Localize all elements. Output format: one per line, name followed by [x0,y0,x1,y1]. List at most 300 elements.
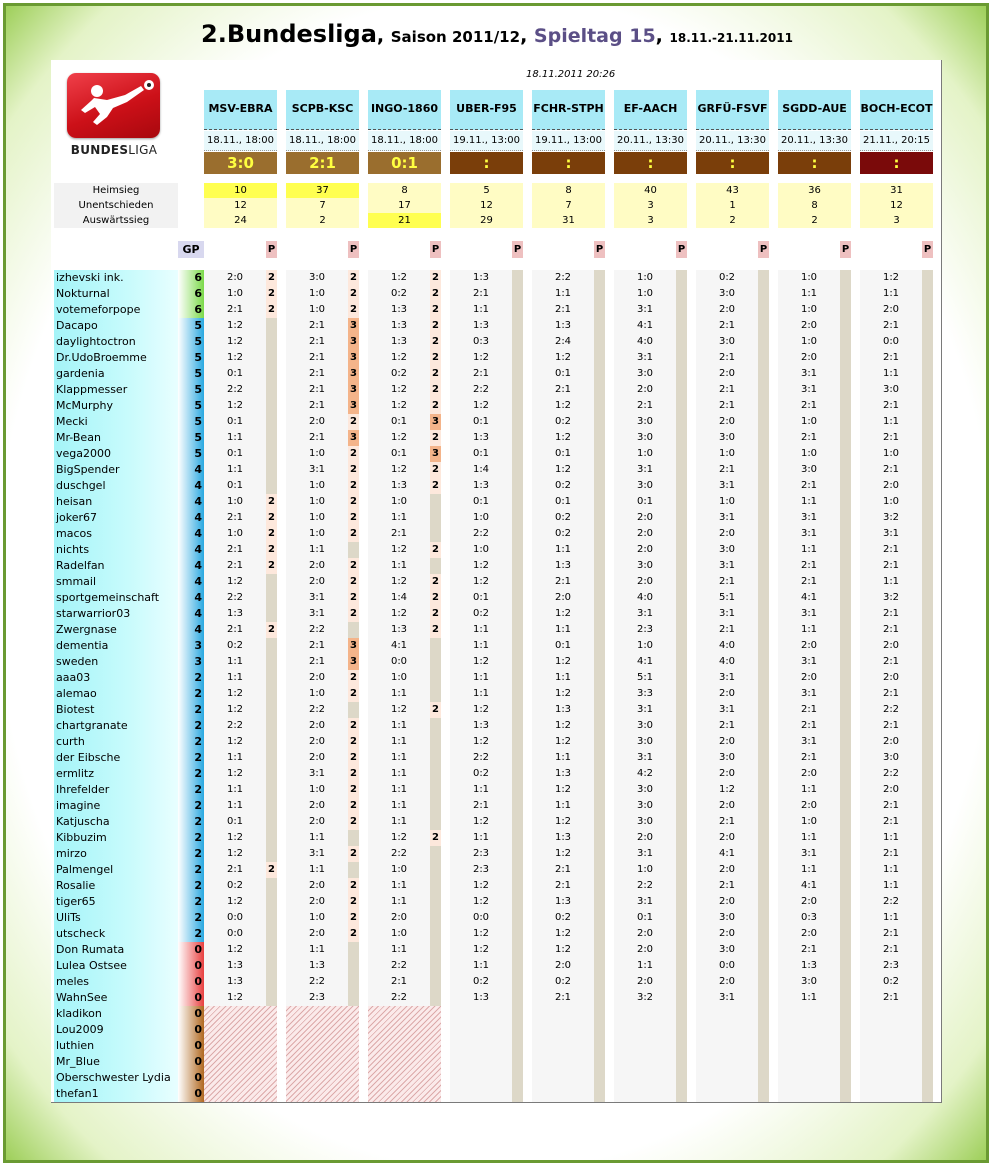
player-tip-points [348,1086,359,1102]
player-tip-points [594,894,605,910]
player-tip: 3:1 [718,480,736,491]
player-tip: 2:1 [308,352,326,363]
player-tip: 1:0 [800,416,818,427]
player-tip-points [922,494,933,510]
player-tip-points [348,1038,359,1054]
gp-header: GP [178,241,204,258]
player-tip-points [758,478,769,494]
player-tip-points: 2 [348,590,359,606]
player-tip-points [430,766,441,782]
match-date: 21.11., 20:15 [860,131,933,151]
player-tip: 1:0 [472,544,490,555]
player-tip: 1:2 [390,704,408,715]
player-tip: 2:1 [882,400,900,411]
player-tip: 1:0 [390,928,408,939]
player-tip-points [430,846,441,862]
player-tip: 4:1 [390,640,408,651]
player-tip-points [266,702,277,718]
player-tip: 2:1 [718,576,736,587]
player-tip-points [512,542,523,558]
player-tip: 3:1 [308,464,326,475]
player-tip: 2:3 [472,848,490,859]
player-tip-points [512,718,523,734]
player-tip: 1:1 [636,960,654,971]
player-name: BigSpender [56,463,120,476]
player-tip: 2:0 [718,416,736,427]
player-tip-points [758,382,769,398]
player-tip: 2:1 [800,704,818,715]
player-tip: 1:0 [636,640,654,651]
player-name: sweden [56,655,99,668]
player-tip: 0:2 [472,976,490,987]
player-tip-points [512,862,523,878]
player-tip: 3:1 [308,768,326,779]
player-tip: 2:0 [308,576,326,587]
player-tip-points [348,974,359,990]
player-row [0,910,994,926]
player-tip: 3:0 [636,416,654,427]
player-tip-points [758,894,769,910]
player-tip [696,1086,758,1102]
player-row [0,318,994,334]
player-tip: 2:0 [308,720,326,731]
player-tip-points [922,974,933,990]
player-tip-points [676,606,687,622]
player-tip-points [758,462,769,478]
player-tip-points [594,670,605,686]
player-tip-points [348,958,359,974]
player-tip-points [430,990,441,1006]
player-points-total: 2 [194,815,202,828]
player-tip: 4:0 [718,640,736,651]
player-tip: 3:0 [718,944,736,955]
player-name: UliTs [56,911,81,924]
player-tip: 1:1 [390,880,408,891]
player-points-total: 0 [194,991,202,1004]
player-tip: 3:0 [718,336,736,347]
player-tip-points [594,1006,605,1022]
player-tip: 2:1 [554,304,572,315]
player-tip-points [676,1038,687,1054]
player-tip-points [430,1070,441,1086]
player-tip [614,1086,676,1102]
player-tip [368,1070,430,1086]
player-tip: 2:2 [882,768,900,779]
season-label: Saison 2011/12 [390,28,521,46]
player-tip-points [922,638,933,654]
player-tip: 2:0 [718,928,736,939]
player-tip-points: 2 [430,366,441,382]
player-tip-points [922,574,933,590]
player-tip: 1:1 [800,544,818,555]
player-tip: 1:2 [472,944,490,955]
player-tip: 1:0 [308,288,326,299]
player-tip-points [922,782,933,798]
player-tip [532,1022,594,1038]
player-tip: 2:1 [800,400,818,411]
player-tip-points [676,1054,687,1070]
player-name: utscheck [56,927,106,940]
player-tip: 2:1 [226,624,244,635]
player-tip: 2:0 [882,736,900,747]
player-tip-points [676,1070,687,1086]
player-tip-points [594,638,605,654]
player-tip: 1:1 [390,816,408,827]
player-name: WahnSee [56,991,108,1004]
player-tip-points [266,718,277,734]
player-tip: 3:2 [636,992,654,1003]
player-tip-points [594,814,605,830]
player-tip: 1:3 [554,320,572,331]
player-points-total: 2 [194,831,202,844]
player-tip [860,1070,922,1086]
player-tip: 2:1 [882,624,900,635]
player-tip: 3:3 [636,688,654,699]
player-tip-points [512,638,523,654]
stat-cell: 12 [450,198,523,213]
player-row [0,846,994,862]
player-points-total: 2 [194,911,202,924]
player-tip-points [266,1022,277,1038]
player-tip-points [676,446,687,462]
player-tip-points [758,686,769,702]
player-tip-points [922,942,933,958]
player-tip: 2:1 [554,992,572,1003]
player-tip-points [594,830,605,846]
player-tip-points [430,638,441,654]
player-tip-points: 2 [430,382,441,398]
player-tip-points [676,734,687,750]
match-header: SCPB-KSC [286,90,359,130]
player-tip: 0:2 [554,416,572,427]
player-tip-points [922,862,933,878]
player-tip: 1:2 [226,736,244,747]
player-row [0,654,994,670]
player-tip-points [922,830,933,846]
player-tip: 1:0 [226,288,244,299]
player-tip: 1:2 [390,384,408,395]
player-tip: 2:2 [390,960,408,971]
player-name: Palmengel [56,863,114,876]
player-tip-points [758,270,769,286]
player-tip-points [840,686,851,702]
player-tip-points [594,574,605,590]
player-tip: 1:1 [800,288,818,299]
player-tip-points [758,734,769,750]
player-tip-points [594,766,605,782]
player-tip: 1:2 [226,576,244,587]
player-tip: 2:1 [882,352,900,363]
player-tip-points [758,414,769,430]
player-tip: 1:2 [472,896,490,907]
stat-cell: 3 [860,213,933,228]
player-tip-points [266,1054,277,1070]
matchday-label: Spieltag 15 [533,25,656,47]
player-tip: 3:1 [800,384,818,395]
player-name: Lulea Ostsee [56,959,127,972]
player-tip: 1:1 [226,464,244,475]
player-tip: 2:0 [882,480,900,491]
player-tip-points [594,702,605,718]
player-tip: 3:0 [636,432,654,443]
player-tip: 1:2 [390,608,408,619]
player-tip: 3:0 [636,784,654,795]
player-tip: 1:2 [226,944,244,955]
player-tip-points [922,334,933,350]
player-row [0,574,994,590]
player-tip-points [512,606,523,622]
player-tip-points [758,830,769,846]
player-tip: 0:2 [882,976,900,987]
player-tip: 1:0 [308,304,326,315]
player-tip-points [676,782,687,798]
player-name: Dr.UdoBroemme [56,351,147,364]
player-tip: 2:0 [636,944,654,955]
player-tip-points [430,1054,441,1070]
player-row [0,894,994,910]
player-tip-points: 2 [430,430,441,446]
player-tip: 2:2 [636,880,654,891]
player-tip: 4:1 [718,848,736,859]
player-tip-points: 2 [266,286,277,302]
player-tip: 1:3 [390,336,408,347]
stat-cell: 8 [532,183,605,198]
player-tip-points [594,270,605,286]
player-tip: 1:2 [472,928,490,939]
player-tip: 1:1 [472,688,490,699]
player-tip-points [266,878,277,894]
player-tip-points [348,1006,359,1022]
player-tip: 3:0 [308,272,326,283]
player-tip-points [594,542,605,558]
player-tip-points [266,766,277,782]
player-tip-points: 2 [266,526,277,542]
player-tip: 1:1 [390,944,408,955]
player-tip [204,1038,266,1054]
player-tip-points [922,846,933,862]
player-tip: 1:3 [308,960,326,971]
player-tip-points [266,686,277,702]
player-name: joker67 [56,511,98,524]
player-tip-points: 2 [348,462,359,478]
player-tip-points [922,1070,933,1086]
player-tip: 1:2 [718,784,736,795]
player-points-total: 0 [194,1055,202,1068]
player-tip-points [594,942,605,958]
player-tip: 4:1 [800,880,818,891]
player-tip-points: 2 [348,270,359,286]
player-tip: 0:1 [636,912,654,923]
player-tip: 1:1 [226,752,244,763]
player-tip-points: 2 [430,350,441,366]
player-tip-points [840,398,851,414]
player-tip-points [758,366,769,382]
player-tip-points: 2 [348,302,359,318]
player-tip-points [758,1086,769,1102]
player-tip-points [512,526,523,542]
player-tip: 2:1 [226,864,244,875]
player-tip-points [594,478,605,494]
league-title: 2.Bundesliga [201,20,377,48]
player-tip [778,1070,840,1086]
player-tip-points [840,286,851,302]
player-tip: 1:1 [390,560,408,571]
player-row [0,558,994,574]
player-tip-points [840,814,851,830]
player-tip: 1:0 [390,672,408,683]
player-tip [860,1086,922,1102]
player-tip-points [758,302,769,318]
player-tip: 1:1 [882,576,900,587]
player-tip: 2:0 [718,528,736,539]
player-tip [778,1054,840,1070]
player-tip: 0:1 [554,640,572,651]
player-tip-points: 2 [348,526,359,542]
player-tip: 2:0 [800,640,818,651]
player-tip-points: 2 [348,734,359,750]
player-tip: 1:2 [554,400,572,411]
player-tip-points [758,910,769,926]
player-tip: 3:0 [718,544,736,555]
player-points-total: 0 [194,1087,202,1100]
player-tip-points: 2 [348,798,359,814]
player-tip: 2:1 [800,480,818,491]
player-tip: 1:2 [554,736,572,747]
player-tip-points: 3 [430,446,441,462]
player-tip-points: 3 [430,414,441,430]
player-tip-points: 2 [348,766,359,782]
match-header: UBER-F95 [450,90,523,130]
player-points-total: 6 [194,303,202,316]
player-tip: 1:2 [226,320,244,331]
player-name: der Eibsche [56,751,121,764]
player-tip: 0:1 [472,448,490,459]
player-tip: 1:3 [554,896,572,907]
player-tip-points [676,654,687,670]
player-row [0,446,994,462]
player-tip: 1:2 [472,816,490,827]
player-name: gardenia [56,367,105,380]
player-tip-points [922,766,933,782]
player-tip: 2:0 [800,800,818,811]
player-tip: 0:2 [554,528,572,539]
player-tip: 1:2 [472,560,490,571]
player-tip-points [676,366,687,382]
player-tip-points [758,926,769,942]
player-tip: 2:0 [882,640,900,651]
player-tip-points [512,830,523,846]
player-tip-points [676,862,687,878]
player-tip-points [758,318,769,334]
player-tip-points [266,894,277,910]
player-tip-points [676,510,687,526]
player-tip-points [594,606,605,622]
player-tip-points [430,1006,441,1022]
player-tip: 3:2 [882,592,900,603]
player-tip-points [840,1086,851,1102]
player-tip-points [594,494,605,510]
player-points-total: 2 [194,863,202,876]
player-tip [286,1054,348,1070]
player-tip: 0:1 [390,448,408,459]
player-tip: 1:1 [472,640,490,651]
match-date: 20.11., 13:30 [778,131,851,151]
player-tip-points [840,926,851,942]
player-tip: 1:2 [554,944,572,955]
player-tip: 3:0 [718,752,736,763]
player-tip: 3:1 [636,848,654,859]
player-tip: 2:1 [882,816,900,827]
player-row [0,638,994,654]
player-tip-points [758,766,769,782]
player-tip-points [922,430,933,446]
stat-cell: 7 [532,198,605,213]
player-tip-points [922,286,933,302]
player-name: starwarrior03 [56,607,131,620]
player-tip: 0:1 [226,480,244,491]
player-tip-points [922,734,933,750]
player-row [0,302,994,318]
player-tip: 2:2 [472,752,490,763]
player-tip-points [512,942,523,958]
player-tip: 0:0 [390,656,408,667]
player-tip-points: 3 [348,350,359,366]
player-tip: 1:1 [472,832,490,843]
player-tip-points [922,1054,933,1070]
player-tip-points: 3 [348,638,359,654]
player-tip: 0:3 [472,336,490,347]
player-tip-points: 2 [266,270,277,286]
stat-cell: 36 [778,183,851,198]
player-tip-points [430,686,441,702]
player-tip-points [430,862,441,878]
player-tip: 1:1 [472,960,490,971]
player-tip: 1:1 [390,752,408,763]
player-row [0,430,994,446]
player-tip-points [266,846,277,862]
player-tip: 4:1 [636,320,654,331]
player-tip-points [758,718,769,734]
player-tip-points [594,286,605,302]
player-tip: 2:2 [226,592,244,603]
player-tip: 1:0 [800,304,818,315]
player-tip: 1:2 [554,784,572,795]
player-tip: 3:1 [636,896,654,907]
player-points-total: 5 [194,447,202,460]
player-tip: 1:4 [472,464,490,475]
player-tip: 1:3 [390,624,408,635]
player-tip-points [676,430,687,446]
player-tip: 1:0 [882,448,900,459]
player-tip-points [758,798,769,814]
player-tip-points [512,510,523,526]
player-tip-points [594,1070,605,1086]
player-tip: 1:0 [308,496,326,507]
player-tip-points [266,318,277,334]
player-tip: 2:0 [800,768,818,779]
player-tip-points [922,926,933,942]
match-result: : [532,152,605,174]
player-tip-points [266,1086,277,1102]
player-tip: 1:2 [226,704,244,715]
player-tip-points [758,526,769,542]
player-tip: 1:2 [472,352,490,363]
player-row [0,958,994,974]
player-tip-points [922,302,933,318]
player-tip: 3:1 [308,592,326,603]
player-tip-points: 2 [348,686,359,702]
player-tip-points [512,302,523,318]
